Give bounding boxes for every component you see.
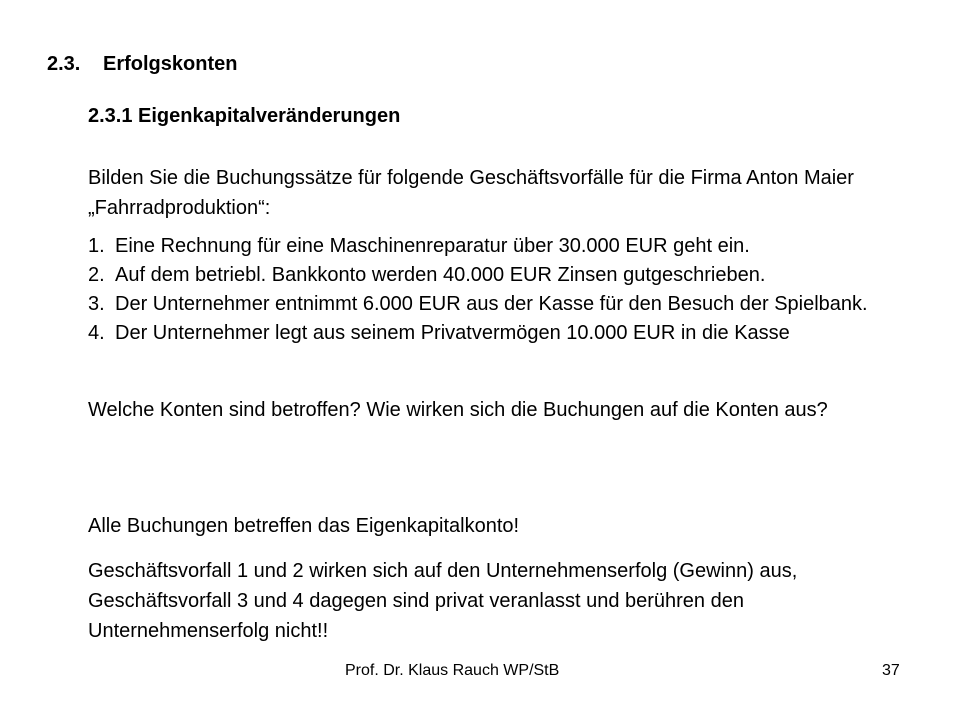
intro-text: Bilden Sie die Buchungssätze für folgende Geschäftsvorfälle für die Firma Anton Maier „Fahrradproduktion“: <box>88 167 854 219</box>
list-item <box>88 232 938 261</box>
footer-author: Prof. Dr. Klaus Rauch WP/StB <box>345 662 560 679</box>
answer-line-1: Alle Buchungen betreffen das Eigenkapitalkonto! <box>88 515 520 537</box>
list-item <box>88 319 938 348</box>
question-text: Welche Konten sind betroffen? Wie wirken sich die Buchungen auf die Konten aus? <box>88 399 828 421</box>
list-item-text: Eine Rechnung für eine Maschinenreparatur über 30.000 EUR geht ein. <box>115 235 750 257</box>
list-marker: 1. <box>88 235 105 257</box>
list-marker: 2. <box>88 264 105 286</box>
list-item <box>88 261 938 290</box>
list-marker: 4. <box>88 322 105 344</box>
section-number: 2.3. <box>47 53 81 75</box>
list-marker: 3. <box>88 293 105 315</box>
task-list <box>88 232 938 348</box>
subsection-title: 2.3.1 Eigenkapitalveränderungen <box>88 105 401 127</box>
section-heading <box>47 53 237 76</box>
page-number: 37 <box>882 662 900 679</box>
list-item <box>88 290 938 319</box>
section-title: Erfolgskonten <box>103 53 238 75</box>
answer-line-2: Geschäftsvorfall 1 und 2 wirken sich auf den Unternehmenserfolg (Gewinn) aus, Geschäftsvorfall 3 und 4 dagegen sind privat veranlasst und berühren den Unternehmenserfolg nicht!! <box>88 560 798 642</box>
list-item-text: Auf dem betriebl. Bankkonto werden 40.000 EUR Zinsen gutgeschrieben. <box>115 264 766 286</box>
list-item-text: Der Unternehmer entnimmt 6.000 EUR aus der Kasse für den Besuch der Spielbank. <box>115 293 868 315</box>
list-item-text: Der Unternehmer legt aus seinem Privatvermögen 10.000 EUR in die Kasse <box>115 322 790 344</box>
